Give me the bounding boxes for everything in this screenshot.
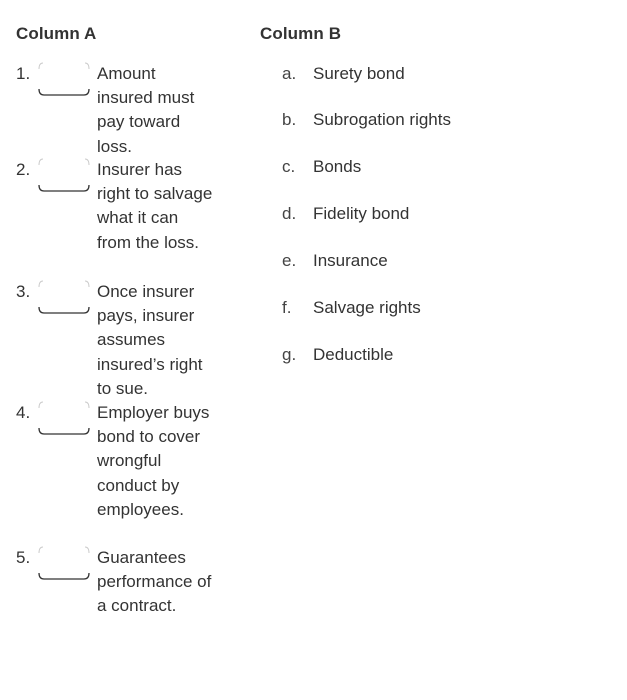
column-b-item-f [282, 298, 421, 318]
column-a-text-2: Insurer has right to salvage what it can from the loss. [97, 160, 213, 252]
column-b-text: Deductible [313, 345, 394, 364]
column-b-item-c [282, 157, 361, 177]
item-letter: b. [282, 110, 297, 129]
column-a-text-3: Once insurer pays, insurer assumes insured’s right to sue. [97, 282, 203, 398]
column-a-heading: Column A [16, 24, 97, 43]
item-number: 1. [16, 64, 31, 83]
item-number: 4. [16, 403, 31, 422]
item-number: 2. [16, 160, 31, 179]
column-b-text: Insurance [313, 251, 388, 270]
answer-blank-1[interactable] [38, 62, 90, 96]
answer-blank-3[interactable] [38, 280, 90, 314]
item-letter: a. [282, 64, 297, 83]
item-number: 5. [16, 548, 31, 567]
column-a-text-1: Amount insured must pay toward loss. [97, 64, 195, 156]
item-letter: g. [282, 345, 297, 364]
column-b-text: Subrogation rights [313, 110, 451, 129]
column-b-item-d [282, 204, 409, 224]
column-b-text: Bonds [313, 157, 362, 176]
column-b-item-a [282, 64, 405, 84]
item-number: 3. [16, 282, 31, 301]
column-a-text-5: Guarantees performance of a contract. [97, 548, 212, 616]
answer-blank-4[interactable] [38, 401, 90, 435]
column-a-text-4: Employer buys bond to cover wrongful conduct by employees. [97, 403, 210, 519]
answer-blank-2[interactable] [38, 158, 90, 192]
answer-blank-5[interactable] [38, 546, 90, 580]
column-b-item-e [282, 251, 388, 271]
column-b-item-b [282, 110, 451, 130]
item-letter: e. [282, 251, 297, 270]
item-letter: d. [282, 204, 297, 223]
column-b-text: Surety bond [313, 64, 405, 83]
item-letter: f. [282, 298, 292, 317]
column-b-item-g [282, 345, 393, 365]
column-b-text: Salvage rights [313, 298, 421, 317]
item-letter: c. [282, 157, 296, 176]
column-b-heading: Column B [260, 24, 342, 43]
column-b-text: Fidelity bond [313, 204, 410, 223]
